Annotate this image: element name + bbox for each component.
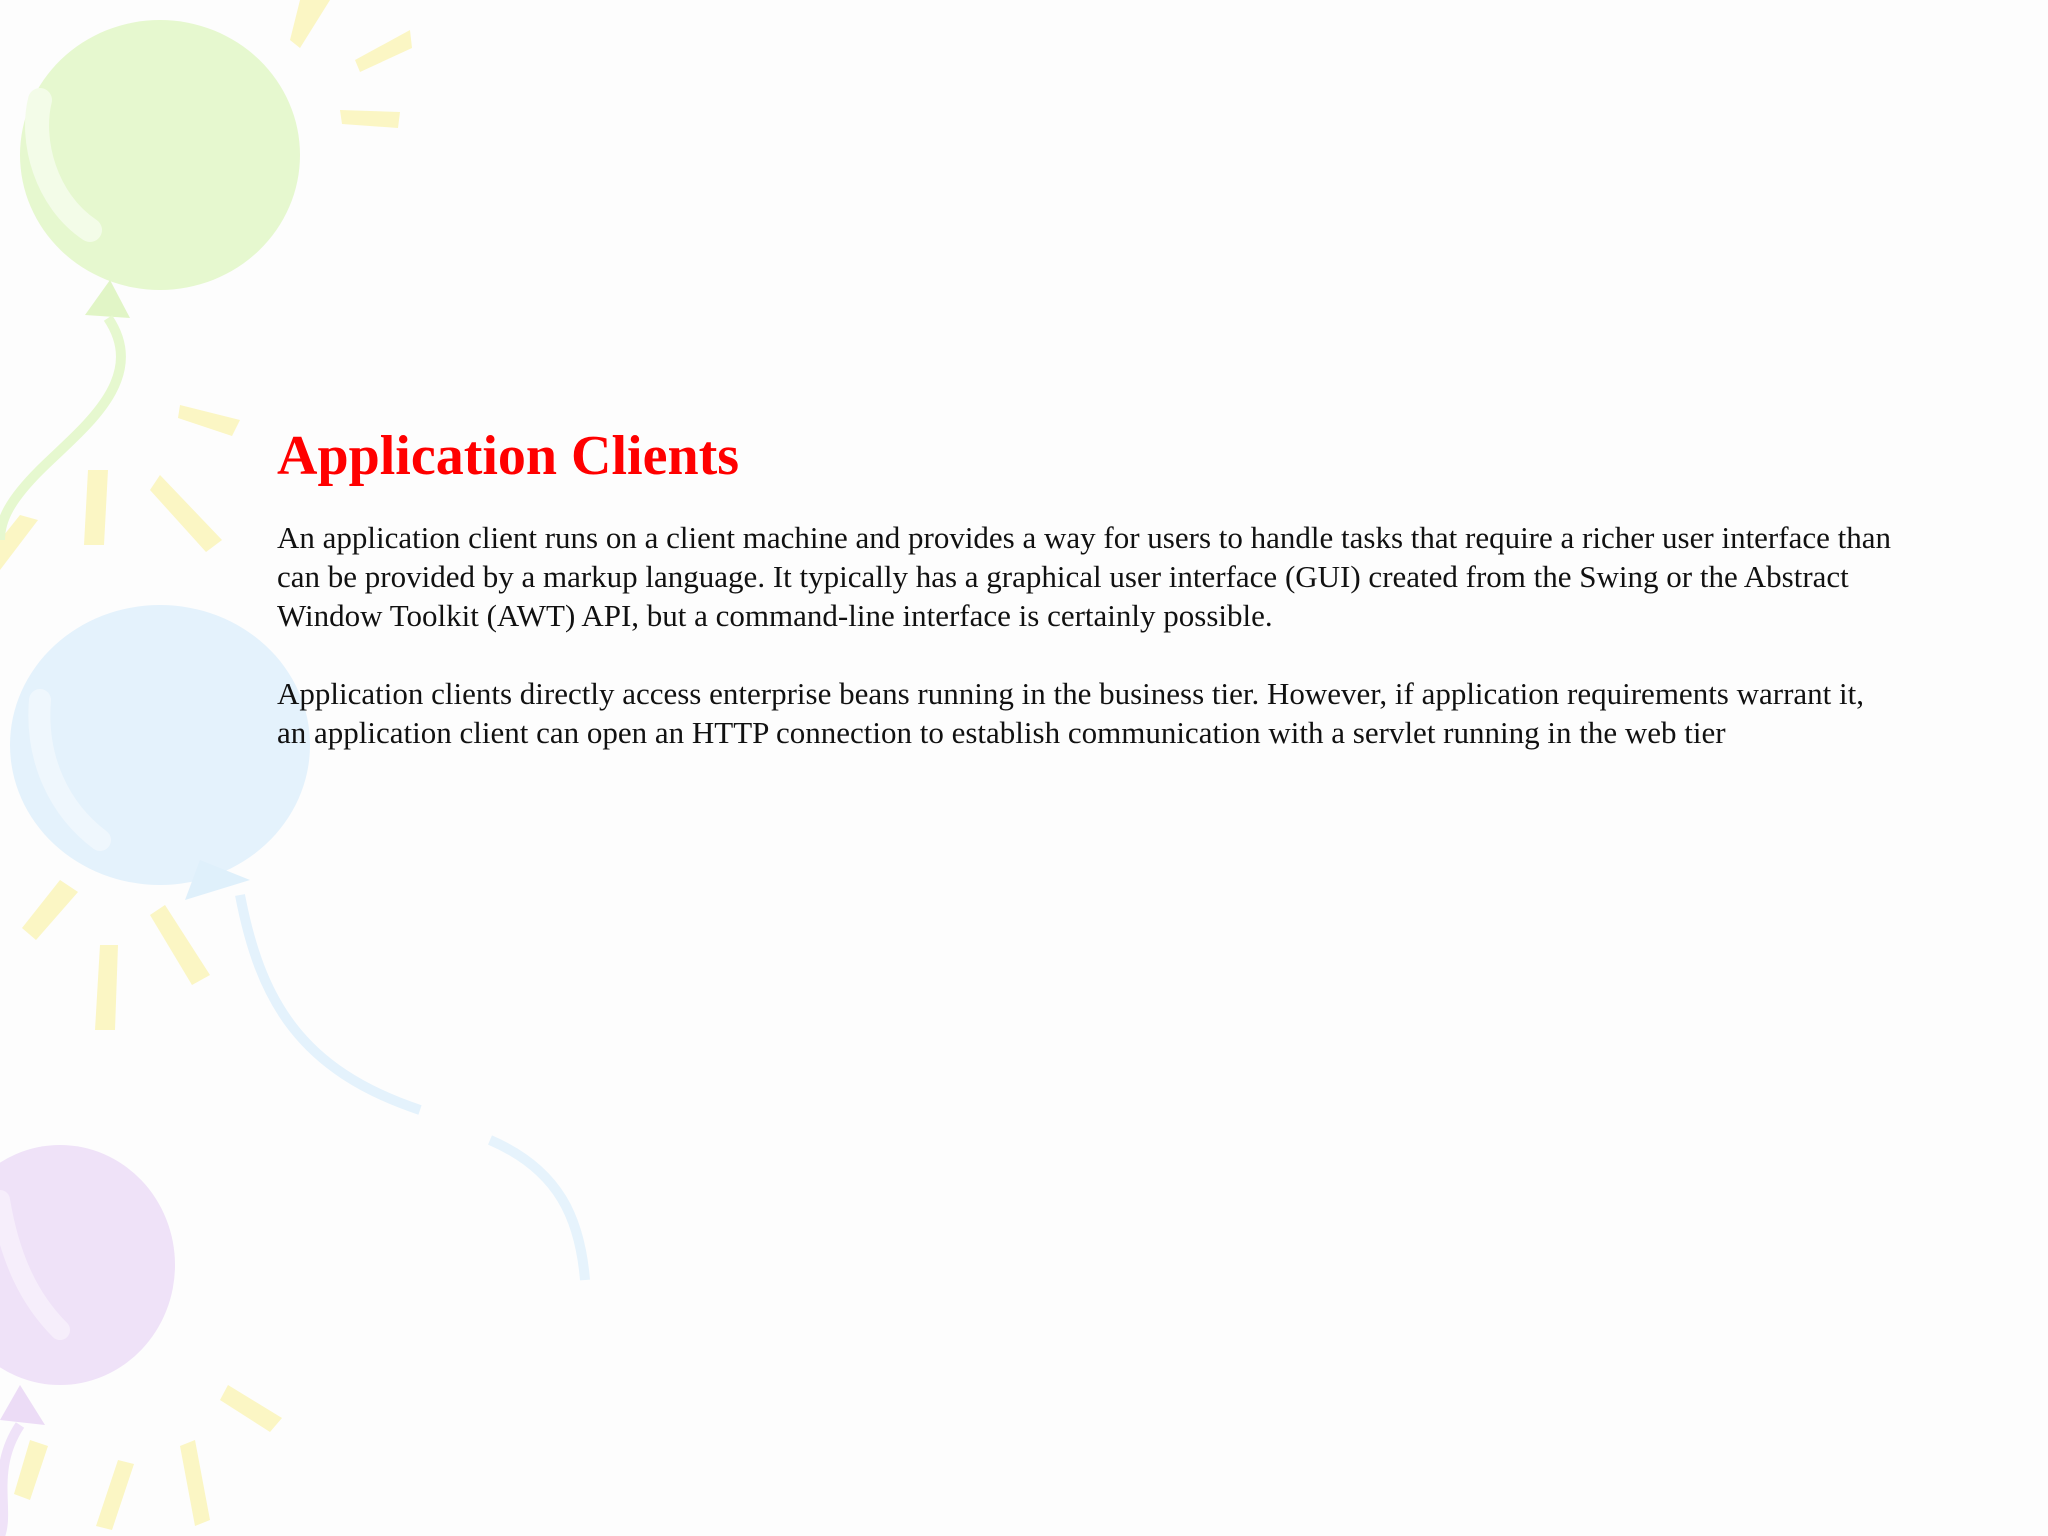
paragraph-business-tier-access: Application clients directly access enterprise beans running in the business tier. However, if application requirements warrant it, an application client can open an HTTP connection to establish communication with a servlet running in the web tier bbox=[277, 676, 1865, 750]
slide-title: Application Clients bbox=[277, 425, 740, 487]
slide-content bbox=[277, 420, 1897, 791]
paragraph-application-client: An application client runs on a client machine and provides a way for users to handle tasks that require a richer user interface than can be provided by a markup language. It typically has a graphical user interface (GUI) created from the Swing or the Abstract Window Toolkit (AWT) API, but a command-line interface is certainly possible. bbox=[277, 520, 1891, 633]
slide-body bbox=[277, 518, 1897, 752]
green-balloon-icon bbox=[0, 20, 300, 540]
